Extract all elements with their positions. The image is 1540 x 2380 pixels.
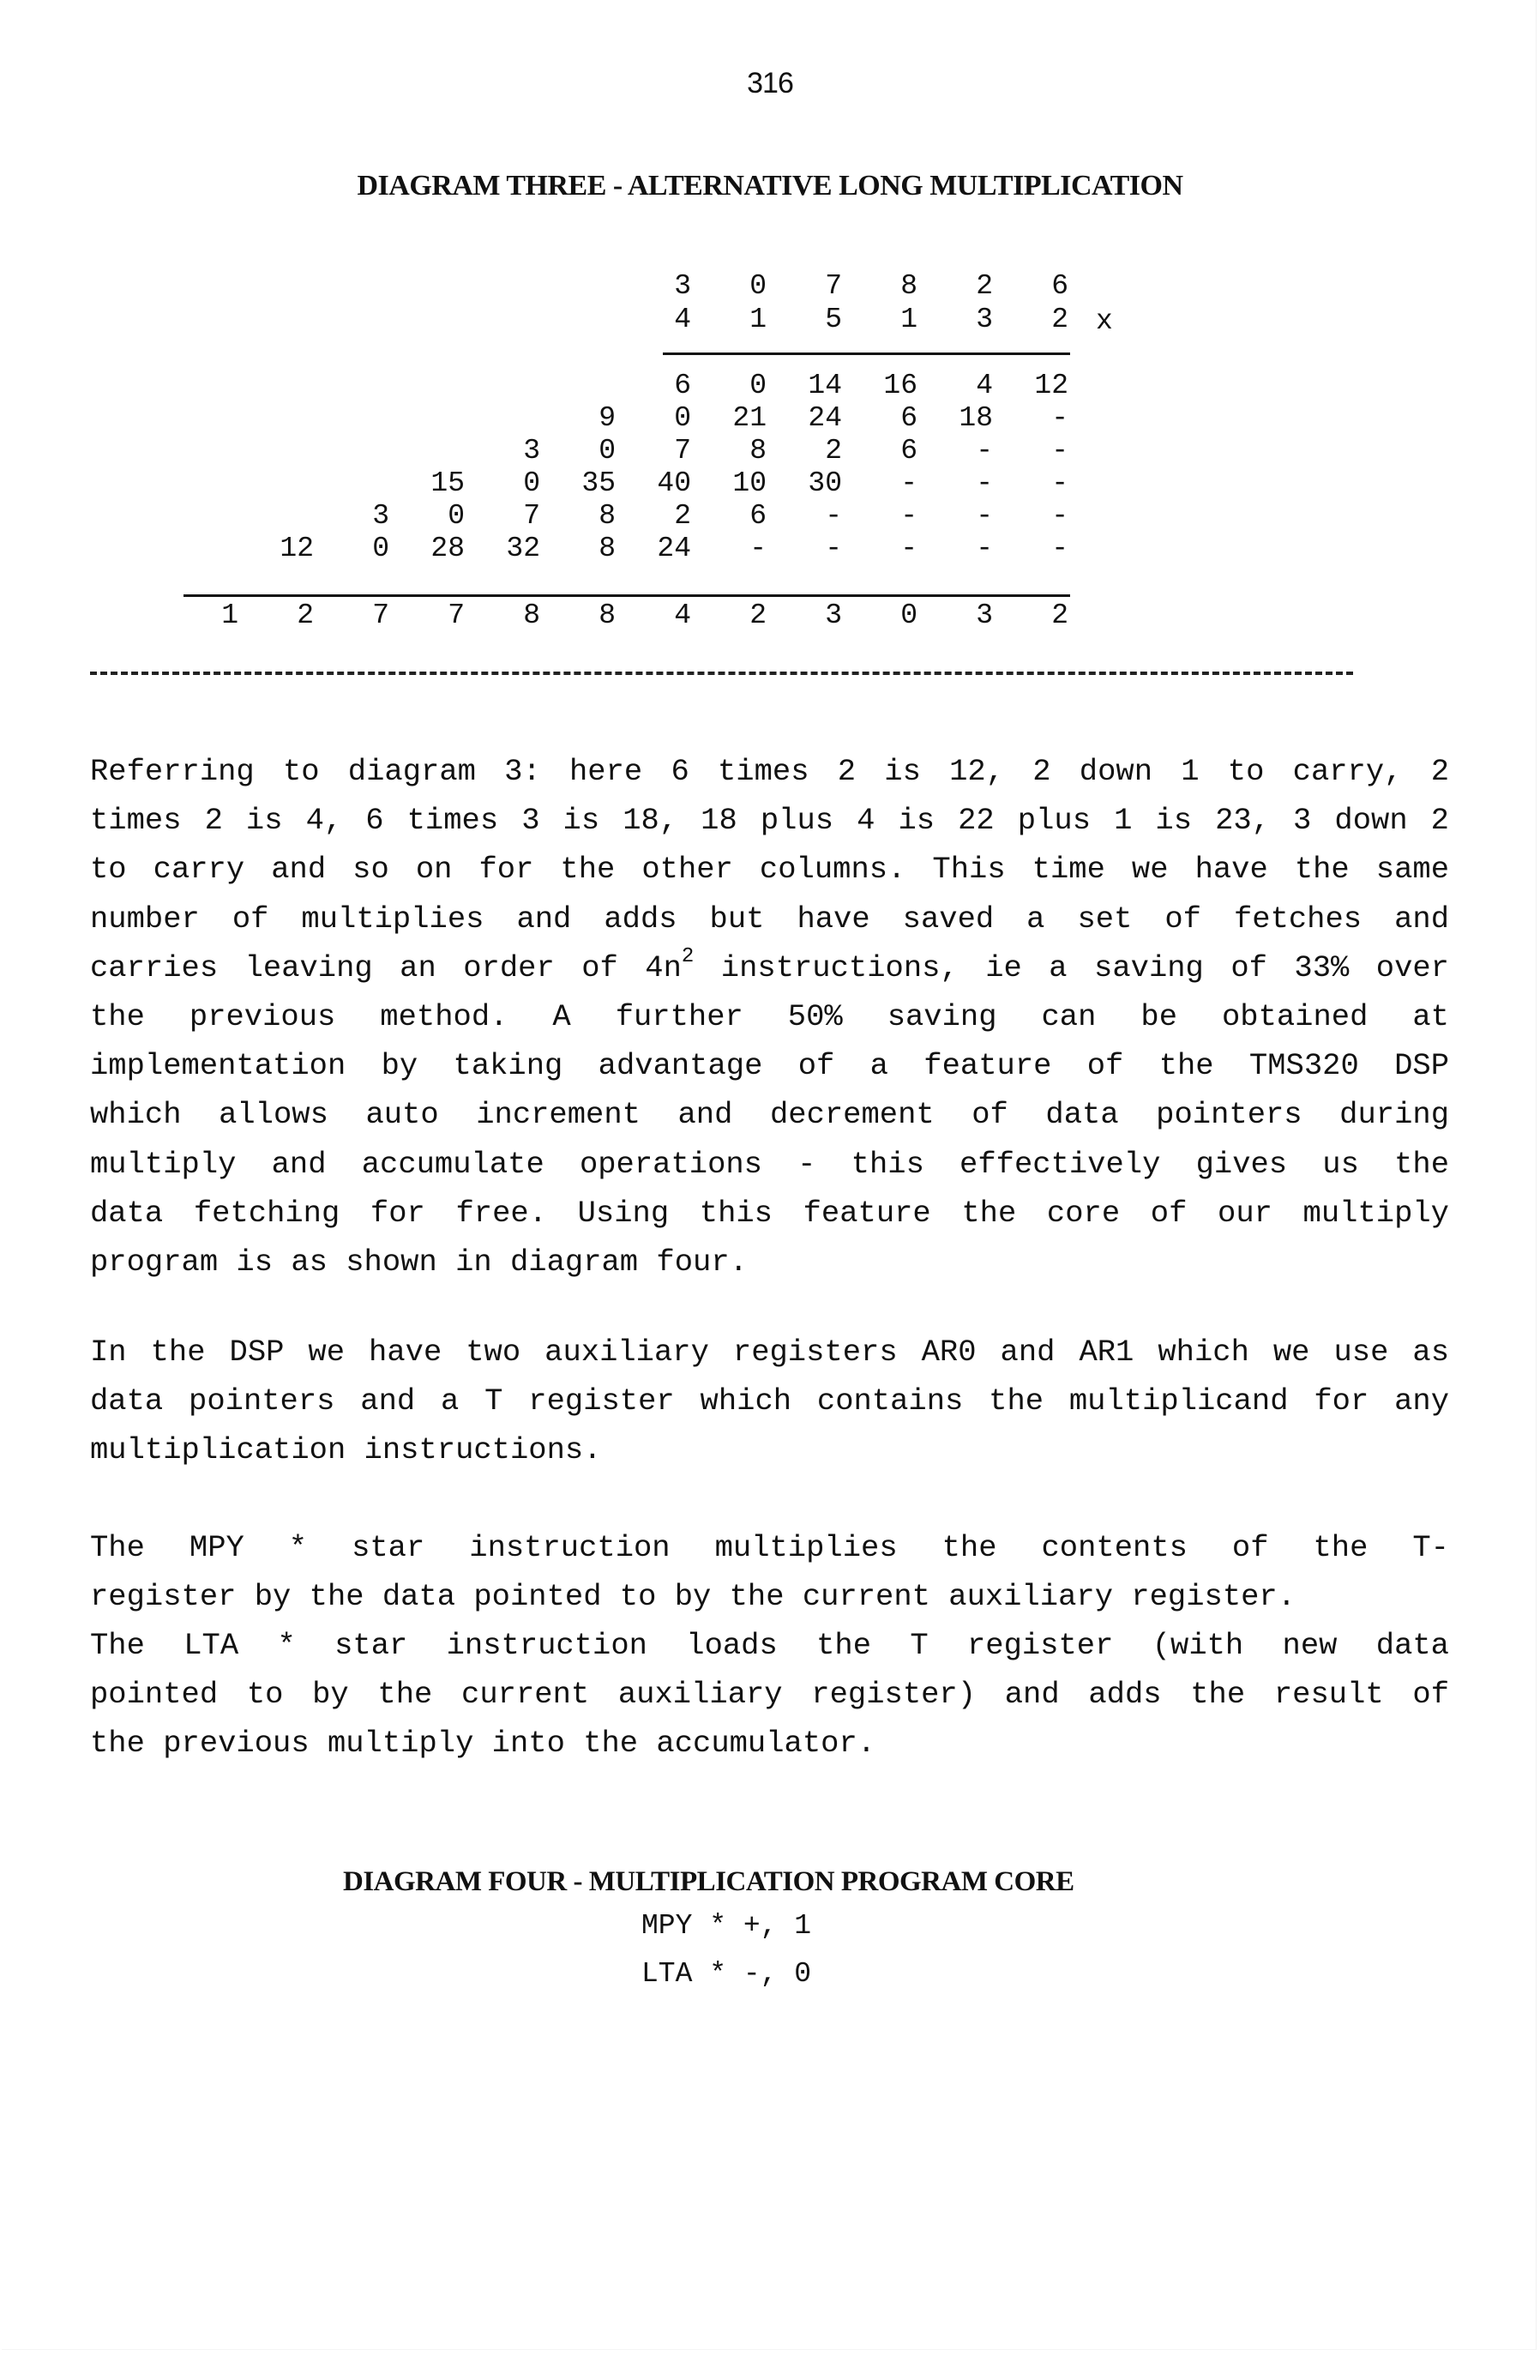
- code-line-mpy: MPY * +, 1: [641, 1910, 812, 1942]
- multiplier-digit: 5: [825, 304, 842, 335]
- paragraph-1-line: Referring to diagram 3: here 6 times 2 is 12, 2 down 1 to carry, 2: [90, 754, 1449, 789]
- partial-product-cell: -: [900, 467, 917, 499]
- multiplier-digit: 3: [976, 304, 993, 335]
- diagram-four-title: DIAGRAM FOUR - MULTIPLICATION PROGRAM CORE: [343, 1866, 1074, 1897]
- partial-product-cell: 21: [732, 402, 767, 434]
- partial-product-cell: 0: [372, 533, 389, 564]
- partial-product-cell: -: [749, 533, 767, 564]
- result-digit: 7: [372, 600, 389, 631]
- paragraph-3-line: register by the data pointed to by the current auxiliary register.: [90, 1579, 1296, 1614]
- paragraph-1-line: number of multiplies and adds but have saved a set of fetches and: [90, 901, 1449, 937]
- partial-product-cell: -: [900, 533, 917, 564]
- result-digit: 4: [674, 600, 691, 631]
- paragraph-1-line: times 2 is 4, 6 times 3 is 18, 18 plus 4 is 22 plus 1 is 23, 3 down 2: [90, 803, 1449, 839]
- partial-product-cell: 35: [581, 467, 616, 499]
- partial-product-cell: 12: [1034, 370, 1068, 401]
- paragraph-3-line: The MPY * star instruction multiplies the contents of the T-: [90, 1530, 1449, 1565]
- paragraph-2-line: In the DSP we have two auxiliary registers AR0 and AR1 which we use as: [90, 1335, 1449, 1370]
- partial-product-cell: 24: [657, 533, 691, 564]
- paragraph-1-line: data fetching for free. Using this feature the core of our multiply: [90, 1195, 1449, 1231]
- partial-product-cell: 2: [825, 435, 842, 467]
- result-digit: 2: [1051, 600, 1068, 631]
- multiplicand-digit: 8: [900, 270, 917, 302]
- partial-product-cell: 0: [448, 500, 465, 532]
- partial-product-cell: 18: [959, 402, 993, 434]
- paragraph-2-line: data pointers and a T register which contains the multiplicand for any: [90, 1383, 1449, 1419]
- paragraph-1-line: program is as shown in diagram four.: [90, 1244, 748, 1280]
- partial-product-cell: 16: [883, 370, 917, 401]
- partial-product-cell: 30: [808, 467, 842, 499]
- partial-product-cell: 40: [657, 467, 691, 499]
- paragraph-1-line: multiply and accumulate operations - this effectively gives us the: [90, 1146, 1449, 1182]
- partial-product-cell: 9: [599, 402, 616, 434]
- result-digit: 7: [448, 600, 465, 631]
- result-digit: 2: [297, 600, 314, 631]
- result-digit: 0: [900, 600, 917, 631]
- partial-product-cell: -: [976, 467, 993, 499]
- partial-product-cell: 28: [430, 533, 465, 564]
- paragraph-1-line: to carry and so on for the other columns. This time we have the same: [90, 852, 1449, 888]
- partial-product-cell: -: [976, 435, 993, 467]
- partial-product-cell: 12: [280, 533, 314, 564]
- superscript: 2: [681, 944, 695, 968]
- text-segment: instructions, ie a saving of 33% over: [694, 949, 1449, 985]
- multiplicand-digit: 2: [976, 270, 993, 302]
- result-digit: 3: [825, 600, 842, 631]
- partial-product-cell: 7: [523, 500, 540, 532]
- partial-product-cell: 0: [749, 370, 767, 401]
- partial-product-cell: -: [976, 533, 993, 564]
- result-digit: 8: [599, 600, 616, 631]
- partial-product-cell: 3: [372, 500, 389, 532]
- sum-rule: [183, 594, 1070, 597]
- partial-product-cell: 0: [599, 435, 616, 467]
- partial-product-cell: 15: [430, 467, 465, 499]
- multiplier-digit: 4: [674, 304, 691, 335]
- partial-product-cell: 8: [599, 500, 616, 532]
- paragraph-3-line: the previous multiply into the accumulator.: [90, 1726, 876, 1761]
- result-digit: 3: [976, 600, 993, 631]
- result-digit: 8: [523, 600, 540, 631]
- multiplier-digit: 2: [1051, 304, 1068, 335]
- partial-product-cell: -: [976, 500, 993, 532]
- paragraph-3-line: The LTA * star instruction loads the T register (with new data: [90, 1628, 1449, 1663]
- partial-product-cell: -: [1051, 533, 1068, 564]
- partial-product-cell: 8: [749, 435, 767, 467]
- result-digit: 2: [749, 600, 767, 631]
- partial-product-cell: 0: [523, 467, 540, 499]
- partial-product-cell: 0: [674, 402, 691, 434]
- multiplicand-digit: 0: [749, 270, 767, 302]
- diagram-three-title: DIAGRAM THREE - ALTERNATIVE LONG MULTIPLICATION: [357, 170, 1183, 202]
- page-number: 316: [747, 67, 793, 99]
- partial-product-cell: -: [825, 500, 842, 532]
- paragraph-1-line: implementation by taking advantage of a feature of the TMS320 DSP: [90, 1048, 1449, 1084]
- partial-product-cell: 6: [749, 500, 767, 532]
- partial-product-cell: -: [1051, 467, 1068, 499]
- partial-product-cell: 3: [523, 435, 540, 467]
- multiplicand-digit: 7: [825, 270, 842, 302]
- paragraph-1-line: the previous method. A further 50% saving can be obtained at: [90, 999, 1449, 1034]
- multiplier-digit: 1: [900, 304, 917, 335]
- paragraph-1-line: [90, 944, 1449, 985]
- partial-product-cell: 4: [976, 370, 993, 401]
- multiplicand-digit: 3: [674, 270, 691, 302]
- partial-product-cell: 6: [900, 402, 917, 434]
- partial-product-cell: 6: [900, 435, 917, 467]
- partial-product-cell: 10: [732, 467, 767, 499]
- result-digit: 1: [221, 600, 238, 631]
- partial-product-cell: 14: [808, 370, 842, 401]
- multiplication-rule: [663, 352, 1070, 355]
- partial-product-cell: -: [825, 533, 842, 564]
- partial-product-cell: -: [900, 500, 917, 532]
- multiplicand-digit: 6: [1051, 270, 1068, 302]
- partial-product-cell: 7: [674, 435, 691, 467]
- partial-product-cell: 2: [674, 500, 691, 532]
- paragraph-2-line: multiplication instructions.: [90, 1432, 602, 1468]
- text-segment: carries leaving an order of 4n: [90, 949, 682, 985]
- partial-product-cell: -: [1051, 500, 1068, 532]
- partial-product-cell: -: [1051, 402, 1068, 434]
- partial-product-cell: 8: [599, 533, 616, 564]
- partial-product-cell: 32: [506, 533, 540, 564]
- multiplier-digit: 1: [749, 304, 767, 335]
- times-sign: x: [1096, 305, 1113, 337]
- paragraph-1-line: which allows auto increment and decrement of data pointers during: [90, 1097, 1449, 1133]
- dashed-separator: [90, 672, 1353, 675]
- partial-product-cell: -: [1051, 435, 1068, 467]
- paragraph-3-line: pointed to by the current auxiliary register) and adds the result of: [90, 1677, 1449, 1712]
- code-line-lta: LTA * -, 0: [641, 1958, 812, 1990]
- partial-product-cell: 24: [808, 402, 842, 434]
- partial-product-cell: 6: [674, 370, 691, 401]
